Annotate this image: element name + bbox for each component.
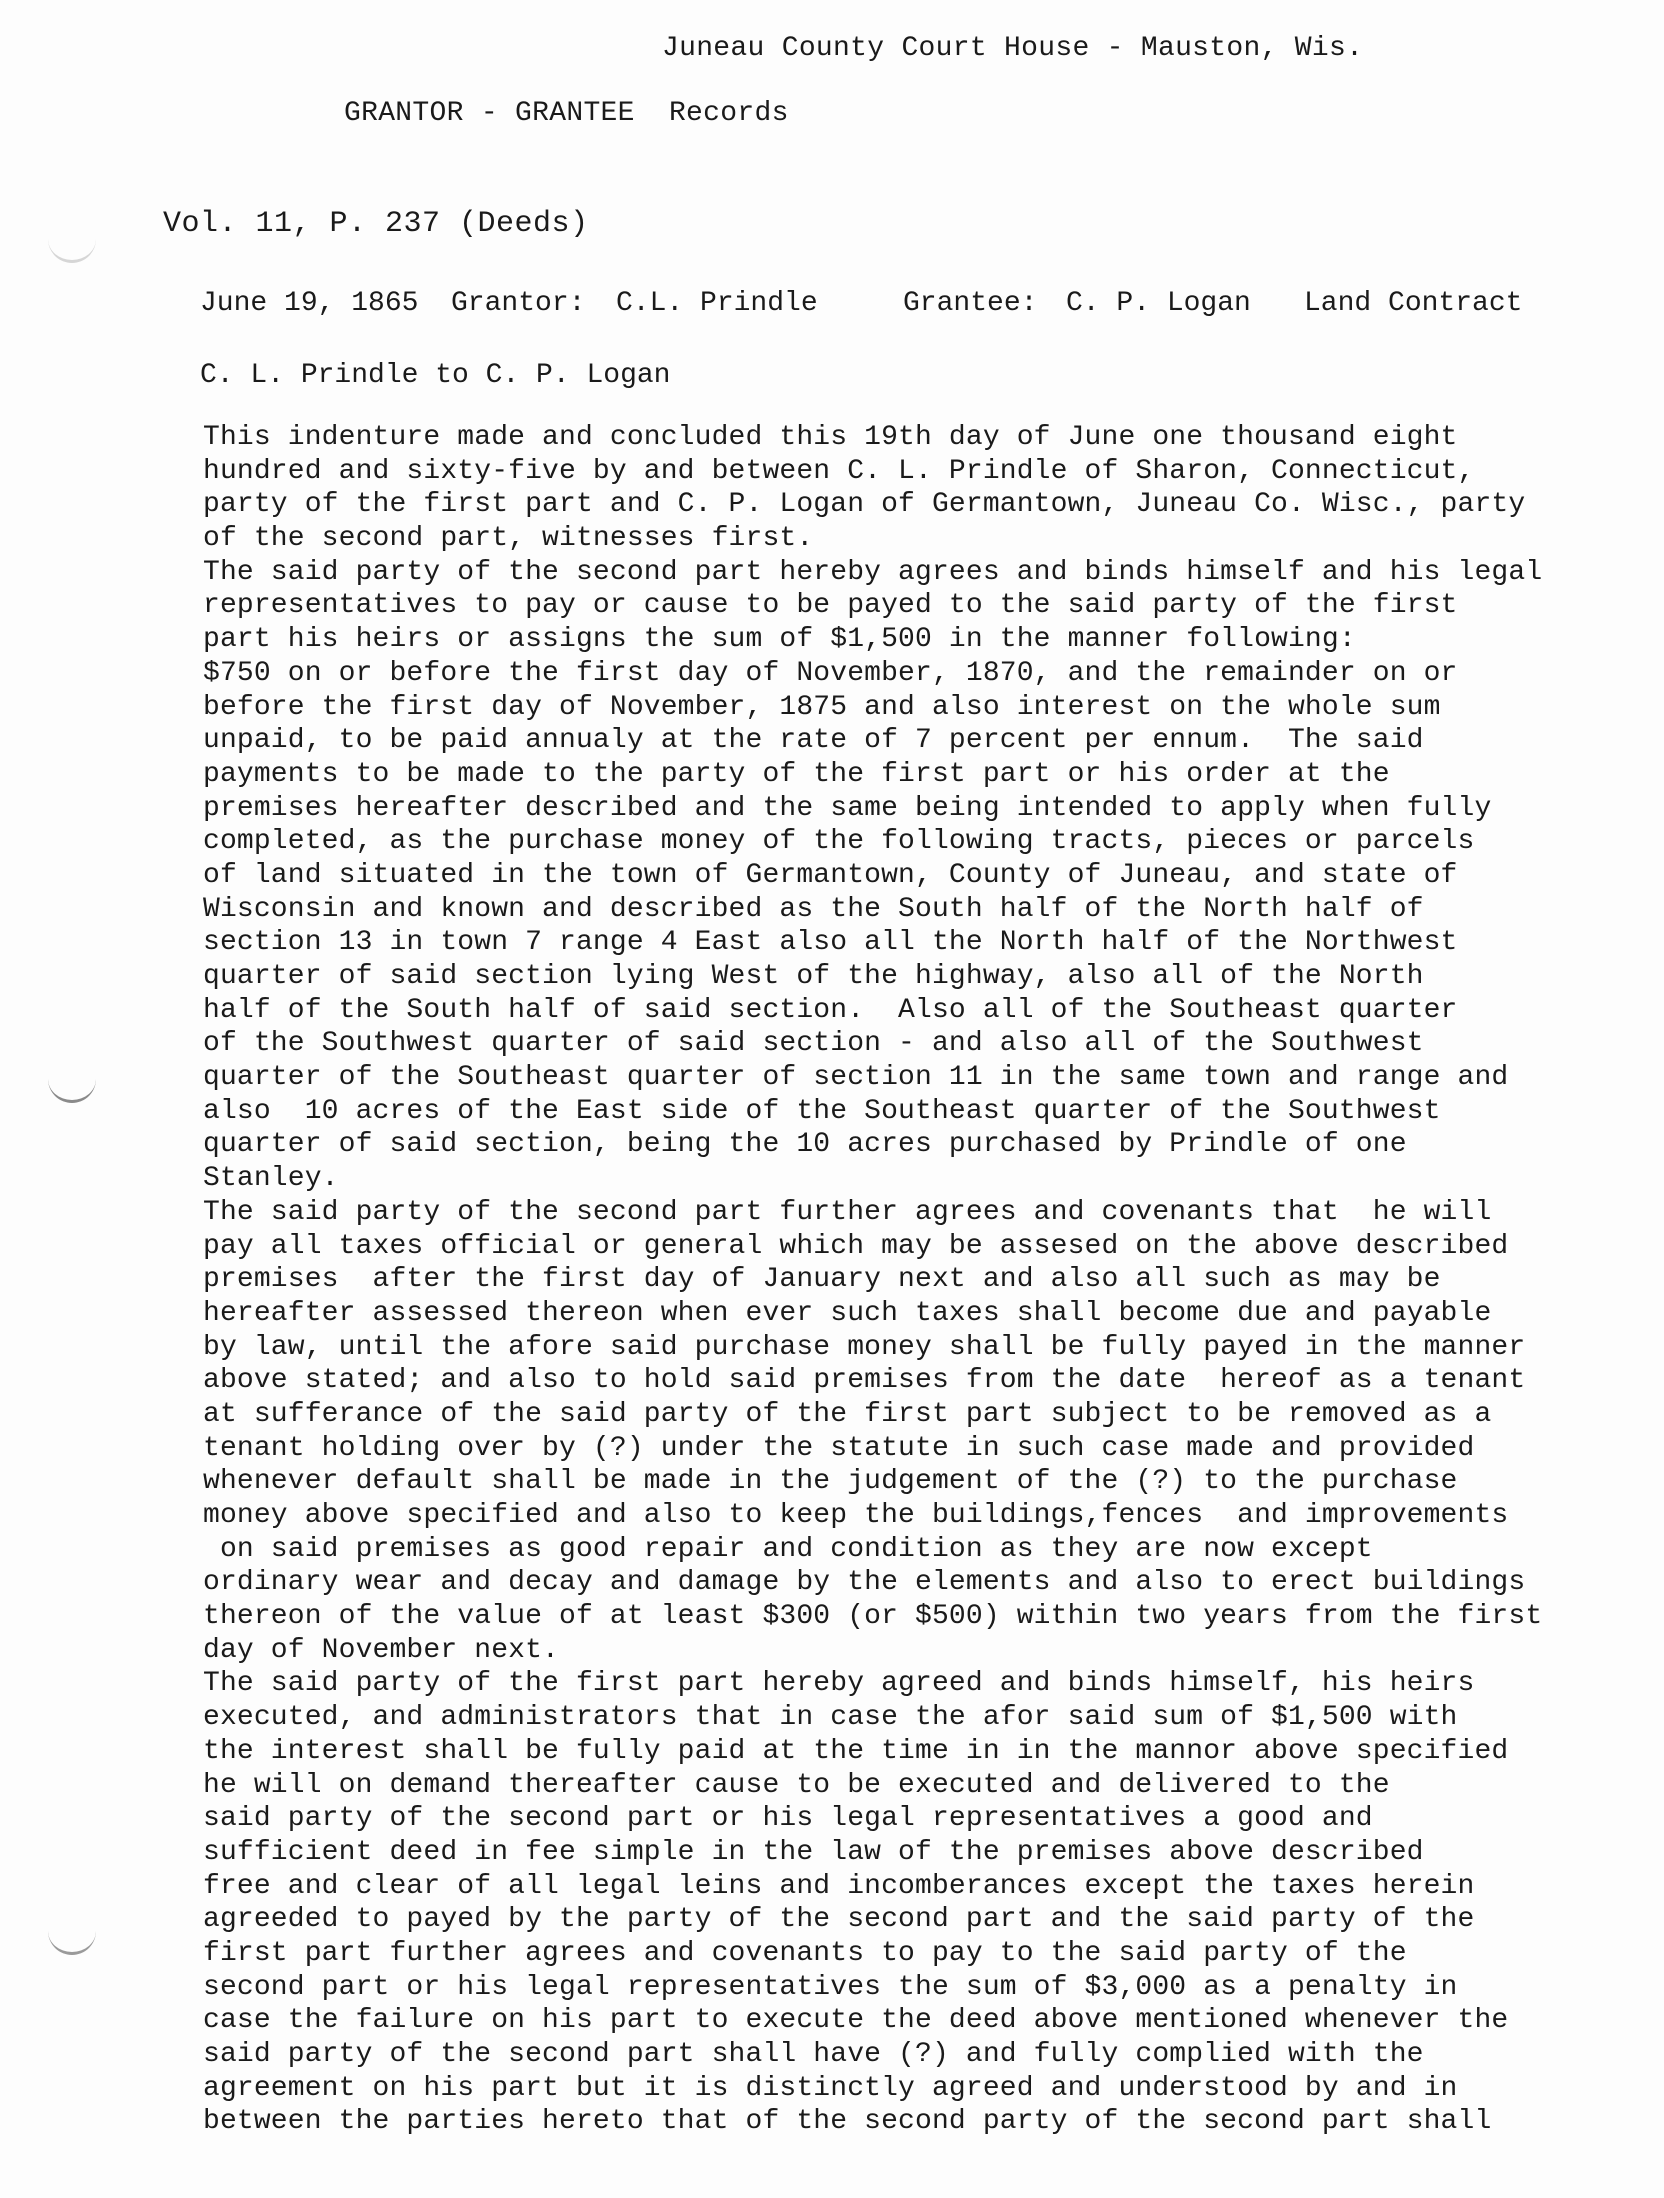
body-line: section 13 in town 7 range 4 East also all the North half of the Northwest (203, 927, 1458, 959)
body-line: of the Southwest quarter of said section - and also all of the Southwest (203, 1028, 1424, 1060)
body-line: premises after the first day of January next and also all such as may be (203, 1264, 1441, 1296)
body-line: before the first day of November, 1875 and also interest on the whole sum (203, 691, 1441, 723)
body-line: Wisconsin and known and described as the South half of the North half of (203, 893, 1424, 925)
body-line: $750 on or before the first day of November, 1870, and the remainder on or (203, 657, 1458, 689)
body-line: quarter of the Southeast quarter of section 11 in the same town and range and (203, 1062, 1509, 1094)
binder-hole-mark (48, 1078, 96, 1103)
body-line: tenant holding over by (?) under the statute in such case made and provided (203, 1432, 1475, 1464)
binder-hole-mark (48, 1930, 96, 1955)
body-line: of land situated in the town of Germantown, County of Juneau, and state of (203, 859, 1458, 891)
entry-date: June 19, 1865 (200, 288, 419, 319)
body-line: hereafter assessed thereon when ever such taxes shall become due and payable (203, 1297, 1492, 1329)
body-line: The said party of the second part hereby agrees and binds himself and his legal (203, 556, 1543, 588)
binder-hole-mark (48, 238, 96, 263)
body-line: Stanley. (203, 1163, 339, 1195)
body-line: of the second part, witnesses first. (203, 523, 814, 555)
volume-reference: Vol. 11, P. 237 (Deeds) (163, 207, 589, 241)
body-line: the interest shall be fully paid at the time in in the mannor above specified (203, 1735, 1509, 1767)
body-line: executed, and administrators that in case the afor said sum of $1,500 with (203, 1702, 1458, 1734)
body-line: free and clear of all legal leins and incomberances except the taxes herein (203, 1870, 1475, 1902)
body-line: said party of the second part or his legal representatives a good and (203, 1803, 1373, 1835)
body-line: he will on demand thereafter cause to be executed and delivered to the (203, 1769, 1390, 1801)
body-line: day of November next. (203, 1634, 560, 1666)
body-line: quarter of said section lying West of the highway, also all of the North (203, 961, 1424, 992)
body-line: party of the first part and C. P. Logan of Germantown, Juneau Co. Wisc., party (203, 489, 1526, 521)
body-line: unpaid, to be paid annualy at the rate of 7 percent per ennum. The said (203, 725, 1424, 757)
body-line: by law, until the afore said purchase money shall be fully payed in the manner (203, 1331, 1526, 1363)
grantee-label: Grantee: (903, 288, 1038, 319)
body-line: The said party of the second part further agrees and covenants that he will (203, 1196, 1492, 1228)
body-line: agreeded to payed by the party of the second part and the said party of the (203, 1904, 1475, 1936)
grantor-label: Grantor: (451, 288, 586, 319)
body-line: representatives to pay or cause to be payed to the said party of the first (203, 590, 1458, 622)
instrument-type: Land Contract (1304, 288, 1523, 319)
body-line: pay all taxes official or general which may be assesed on the above described (203, 1230, 1509, 1262)
body-line: above stated; and also to hold said premises from the date hereof as a tenant (203, 1365, 1526, 1397)
body-line: completed, as the purchase money of the following tracts, pieces or parcels (203, 826, 1475, 858)
body-line: at sufferance of the said party of the first part subject to be removed as a (203, 1398, 1492, 1430)
body-line: also 10 acres of the East side of the Southeast quarter of the Southwest (203, 1095, 1441, 1127)
grantor-name: C.L. Prindle (616, 288, 818, 319)
courthouse-location: Juneau County Court House - Mauston, Wis. (662, 33, 1364, 64)
body-line: money above specified and also to keep the buildings,fences and improvements (203, 1500, 1509, 1531)
body-line: whenever default shall be made in the judgement of the (?) to the purchase (203, 1466, 1458, 1498)
body-line: agreement on his part but it is distinctly agreed and understood by and in (203, 2072, 1458, 2104)
body-line: The said party of the first part hereby agreed and binds himself, his heirs (203, 1668, 1475, 1700)
body-line: on said premises as good repair and condition as they are now except (203, 1533, 1373, 1565)
grantee-name: C. P. Logan (1066, 288, 1251, 319)
body-line: case the failure on his part to execute the deed above mentioned whenever the (203, 2005, 1509, 2037)
body-line: hundred and sixty-five by and between C. L. Prindle of Sharon, Connecticut, (203, 455, 1475, 487)
body-line: first part further agrees and covenants to pay to the said party of the (203, 1937, 1407, 1969)
body-line: half of the South half of said section. Also all of the Southeast quarter (203, 994, 1458, 1026)
body-line: second part or his legal representatives the sum of $3,000 as a penalty in (203, 1971, 1458, 2003)
entry-subtitle: C. L. Prindle to C. P. Logan (200, 360, 671, 391)
body-line: part his heirs or assigns the sum of $1,500 in the manner following: (203, 624, 1356, 656)
body-line: This indenture made and concluded this 19th day of June one thousand eight (203, 422, 1458, 453)
body-line: thereon of the value of at least $300 (or $500) within two years from the first (203, 1601, 1543, 1633)
body-line: payments to be made to the party of the first part or his order at the (203, 758, 1390, 790)
records-title: GRANTOR - GRANTEE Records (344, 98, 789, 129)
deed-body-text (203, 421, 1553, 2139)
body-line: ordinary wear and decay and damage by the elements and also to erect buildings (203, 1567, 1526, 1599)
body-line: quarter of said section, being the 10 acres purchased by Prindle of one (203, 1129, 1407, 1161)
body-line: said party of the second part shall have (?) and fully complied with the (203, 2039, 1424, 2070)
body-line: between the parties hereto that of the second party of the second part shall (203, 2106, 1492, 2138)
body-line: premises hereafter described and the same being intended to apply when fully (203, 792, 1492, 824)
body-line: sufficient deed in fee simple in the law of the premises above described (203, 1836, 1424, 1868)
